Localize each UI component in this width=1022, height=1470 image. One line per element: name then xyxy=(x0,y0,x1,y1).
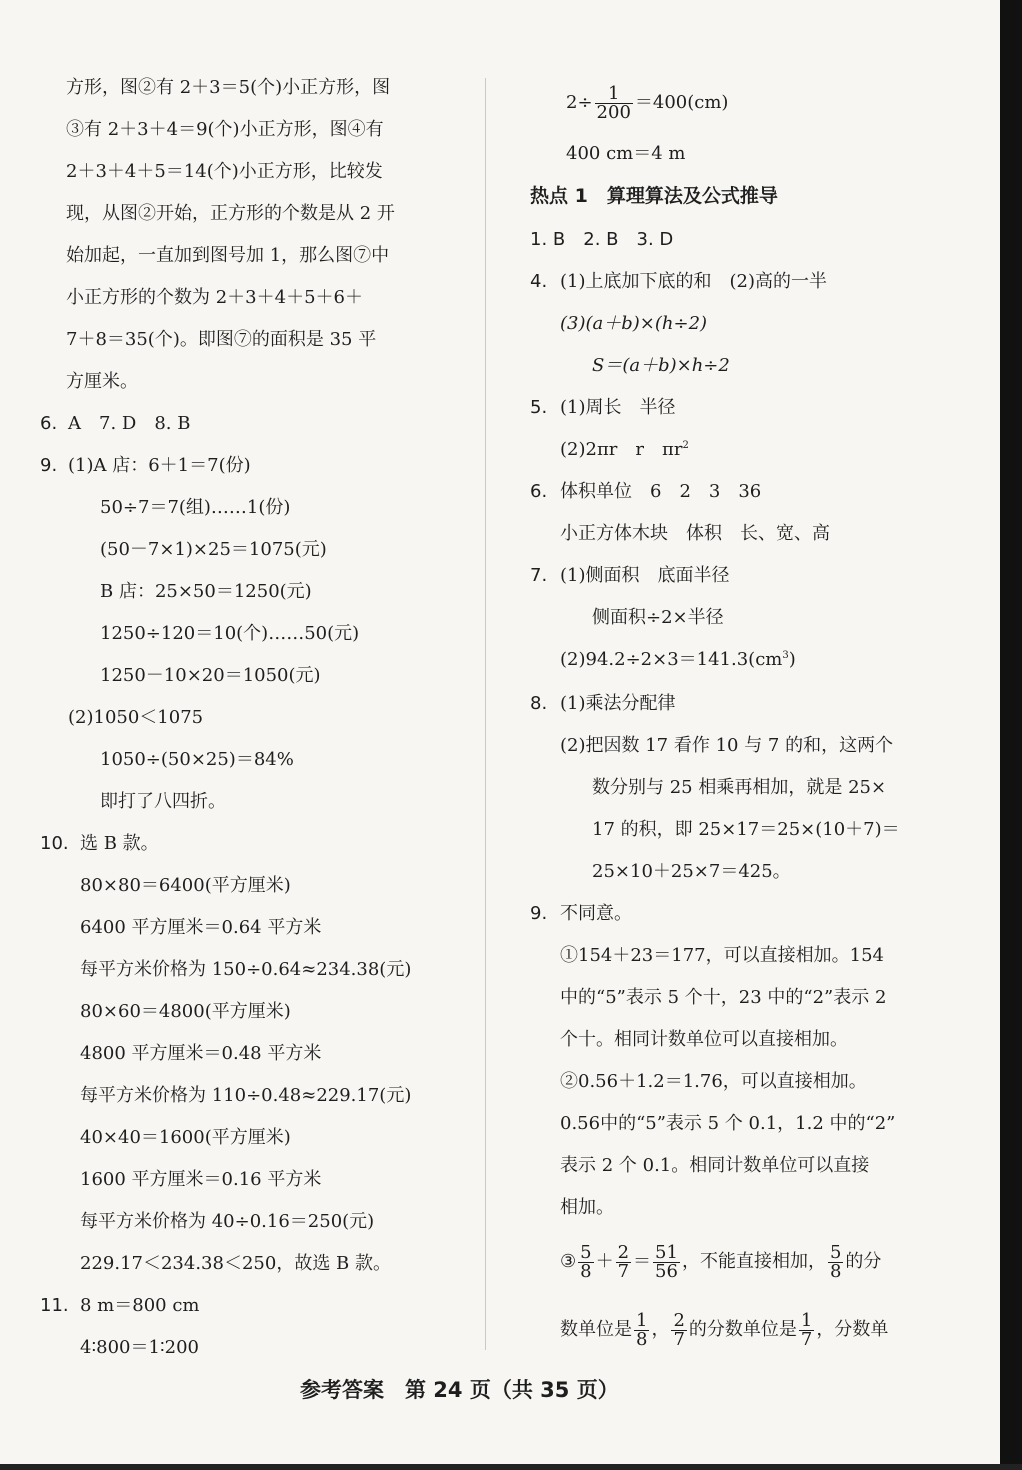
fraction xyxy=(578,1241,593,1282)
column-divider xyxy=(485,78,486,1350)
numerator: 1 xyxy=(636,1309,648,1331)
answer-line: (1)侧面积 底面半径 xyxy=(560,565,730,586)
text-span: ，分数单 xyxy=(816,1319,889,1340)
question-number: 8. xyxy=(530,693,548,714)
question-number: 9. xyxy=(40,455,58,476)
text-line: 25×10＋25×7＝425。 xyxy=(592,861,791,882)
denominator: 56 xyxy=(655,1260,678,1282)
answer-line: (1)上底加下底的和 (2)高的一半 xyxy=(560,271,827,292)
fraction xyxy=(616,1241,631,1282)
text-line: 6400 平方厘米＝0.64 平方米 xyxy=(80,917,322,938)
text-line: 小正方形的个数为 2＋3＋4＋5＋6＋ xyxy=(66,287,363,308)
text-line: 每平方米价格为 40÷0.16＝250(元) xyxy=(80,1211,375,1232)
text-line: 400 cm＝4 m xyxy=(566,143,686,164)
answer-line: 选 B 款。 xyxy=(80,833,159,854)
text-line: ②0.56＋1.2＝1.76，可以直接相加。 xyxy=(560,1071,867,1092)
text-line: 数分别与 25 相乘再相加，就是 25× xyxy=(592,777,887,798)
numerator: 5 xyxy=(829,1241,842,1263)
text-line: (50－7×1)×25＝1075(元) xyxy=(100,539,327,560)
text-span: 的分数单位是 xyxy=(688,1319,797,1340)
text-line: 每平方米价格为 110÷0.48≈229.17(元) xyxy=(80,1085,412,1106)
text-line: 80×80＝6400(平方厘米) xyxy=(80,875,291,896)
text-line: 17 的积，即 25×17＝25×(10＋7)＝ xyxy=(592,819,900,840)
text-span: ③ xyxy=(560,1251,577,1272)
text-line: S＝(a＋b)×h÷2 xyxy=(592,355,730,376)
text-line: (3)(a＋b)×(h÷2) xyxy=(560,313,708,334)
text-line: (2)1050＜1075 xyxy=(68,707,204,728)
text-line: 个十。相同计数单位可以直接相加。 xyxy=(560,1029,848,1050)
text-line: 现，从图②开始，正方形的个数是从 2 开 xyxy=(66,203,395,224)
text-line: 每平方米价格为 150÷0.64≈234.38(元) xyxy=(80,959,412,980)
text-line: 229.17＜234.38＜250，故选 B 款。 xyxy=(80,1253,391,1274)
question-number: 6. xyxy=(530,481,548,502)
text-span: 数单位是 xyxy=(560,1319,632,1340)
text-line: 2＋3＋4＋5＝14(个)小正方形，比较发 xyxy=(66,161,383,182)
text-line: 1250÷120＝10(个)……50(元) xyxy=(100,623,360,644)
superscript: 2 xyxy=(682,440,689,451)
denominator: 8 xyxy=(829,1260,842,1282)
text-line: 1250－10×20＝1050(元) xyxy=(100,665,321,686)
fraction xyxy=(634,1309,649,1350)
question-number: 10. xyxy=(40,833,69,854)
text-line: 相加。 xyxy=(560,1197,614,1218)
scan-edge-bottom xyxy=(0,1464,1022,1470)
text-line: 表示 2 个 0.1。相同计数单位可以直接 xyxy=(560,1155,870,1176)
text-span: 的分 xyxy=(845,1251,882,1272)
question-number: 5. xyxy=(530,397,548,418)
text-line: B 店：25×50＝1250(元) xyxy=(100,581,312,602)
text-line xyxy=(560,438,689,462)
text-line: 4800 平方厘米＝0.48 平方米 xyxy=(80,1043,322,1064)
text-line: 即打了八四折。 xyxy=(100,791,226,812)
page-footer: 参考答案 第 24 页（共 35 页） xyxy=(300,1378,619,1402)
question-number: 4. xyxy=(530,271,548,292)
text-line: 方厘米。 xyxy=(66,371,138,392)
answer-line: 1. B 2. B 3. D xyxy=(530,229,674,250)
text-line: 40×40＝1600(平方厘米) xyxy=(80,1127,291,1148)
text-line: 小正方体木块 体积 长、宽、高 xyxy=(560,523,830,544)
text-span: (2)94.2÷2×3＝141.3(cm xyxy=(560,649,783,670)
denominator: 8 xyxy=(580,1260,592,1282)
question-number: 11. xyxy=(40,1295,69,1316)
text-line: 方形，图②有 2＋3＝5(个)小正方形，图 xyxy=(66,77,391,98)
text-line: 1050÷(50×25)＝84% xyxy=(100,749,294,770)
text-span: ) xyxy=(788,649,796,670)
fraction xyxy=(653,1241,680,1282)
question-number: 9. xyxy=(530,903,548,924)
denominator: 7 xyxy=(673,1328,685,1350)
fraction xyxy=(828,1241,843,1282)
answer-line: 不同意。 xyxy=(560,903,632,924)
numerator: 51 xyxy=(655,1241,678,1263)
text-line: 侧面积÷2×半径 xyxy=(592,607,724,628)
answer-line: (1)乘法分配律 xyxy=(560,693,676,714)
numerator: 1 xyxy=(595,85,633,104)
text-span: ，不能直接相加， xyxy=(681,1251,826,1272)
text-span: ＝400(cm) xyxy=(634,92,729,113)
text-span: (2)2πr r πr xyxy=(560,439,683,460)
text-line: 1600 平方厘米＝0.16 平方米 xyxy=(80,1169,322,1190)
denominator: 200 xyxy=(596,101,631,123)
text-line: ①154＋23＝177，可以直接相加。154 xyxy=(560,945,884,966)
numerator: 2 xyxy=(673,1309,685,1331)
answer-line: 体积单位 6 2 3 36 xyxy=(560,481,762,502)
denominator: 7 xyxy=(617,1260,630,1282)
numerator: 5 xyxy=(580,1241,592,1263)
answer-line: (1)周长 半径 xyxy=(560,397,676,418)
denominator: 7 xyxy=(800,1328,813,1350)
scan-edge-right xyxy=(1000,0,1022,1470)
text-line: 50÷7＝7(组)……1(份) xyxy=(100,497,291,518)
text-line: 始加起，一直加到图号加 1，那么图⑦中 xyxy=(66,245,390,266)
question-number: 7. xyxy=(530,565,548,586)
numerator: 2 xyxy=(617,1241,630,1263)
text-span: ＋ xyxy=(595,1251,614,1272)
text-span: 2÷ xyxy=(566,92,593,113)
text-span: ， xyxy=(651,1319,670,1340)
fraction-line xyxy=(560,1310,888,1350)
answer-line: (1)A 店：6＋1＝7(份) xyxy=(68,455,251,476)
answer-line: 8 m＝800 cm xyxy=(80,1295,200,1316)
text-line: 4∶800＝1∶200 xyxy=(80,1337,199,1358)
denominator: 8 xyxy=(636,1328,648,1350)
answer-line: A 7. D 8. B xyxy=(68,413,191,434)
text-line xyxy=(560,648,796,672)
fraction-line xyxy=(566,83,728,123)
text-span: ＝ xyxy=(633,1251,652,1272)
text-line: (2)把因数 17 看作 10 与 7 的和，这两个 xyxy=(560,735,894,756)
fraction-line xyxy=(560,1242,881,1282)
text-line: 中的“5”表示 5 个十，23 中的“2”表示 2 xyxy=(560,987,887,1008)
text-line: ③有 2＋3＋4＝9(个)小正方形，图④有 xyxy=(66,119,384,140)
superscript: 3 xyxy=(782,650,789,661)
text-line: 7＋8＝35(个)。即图⑦的面积是 35 平 xyxy=(66,329,377,350)
question-number: 6. xyxy=(40,413,58,434)
fraction xyxy=(671,1309,686,1350)
fraction xyxy=(799,1309,814,1350)
text-line: 80×60＝4800(平方厘米) xyxy=(80,1001,291,1022)
text-line: 0.56中的“5”表示 5 个 0.1，1.2 中的“2” xyxy=(560,1113,896,1134)
fraction xyxy=(595,82,633,123)
section-heading: 热点 1 算理算法及公式推导 xyxy=(530,185,778,207)
numerator: 1 xyxy=(800,1309,813,1331)
